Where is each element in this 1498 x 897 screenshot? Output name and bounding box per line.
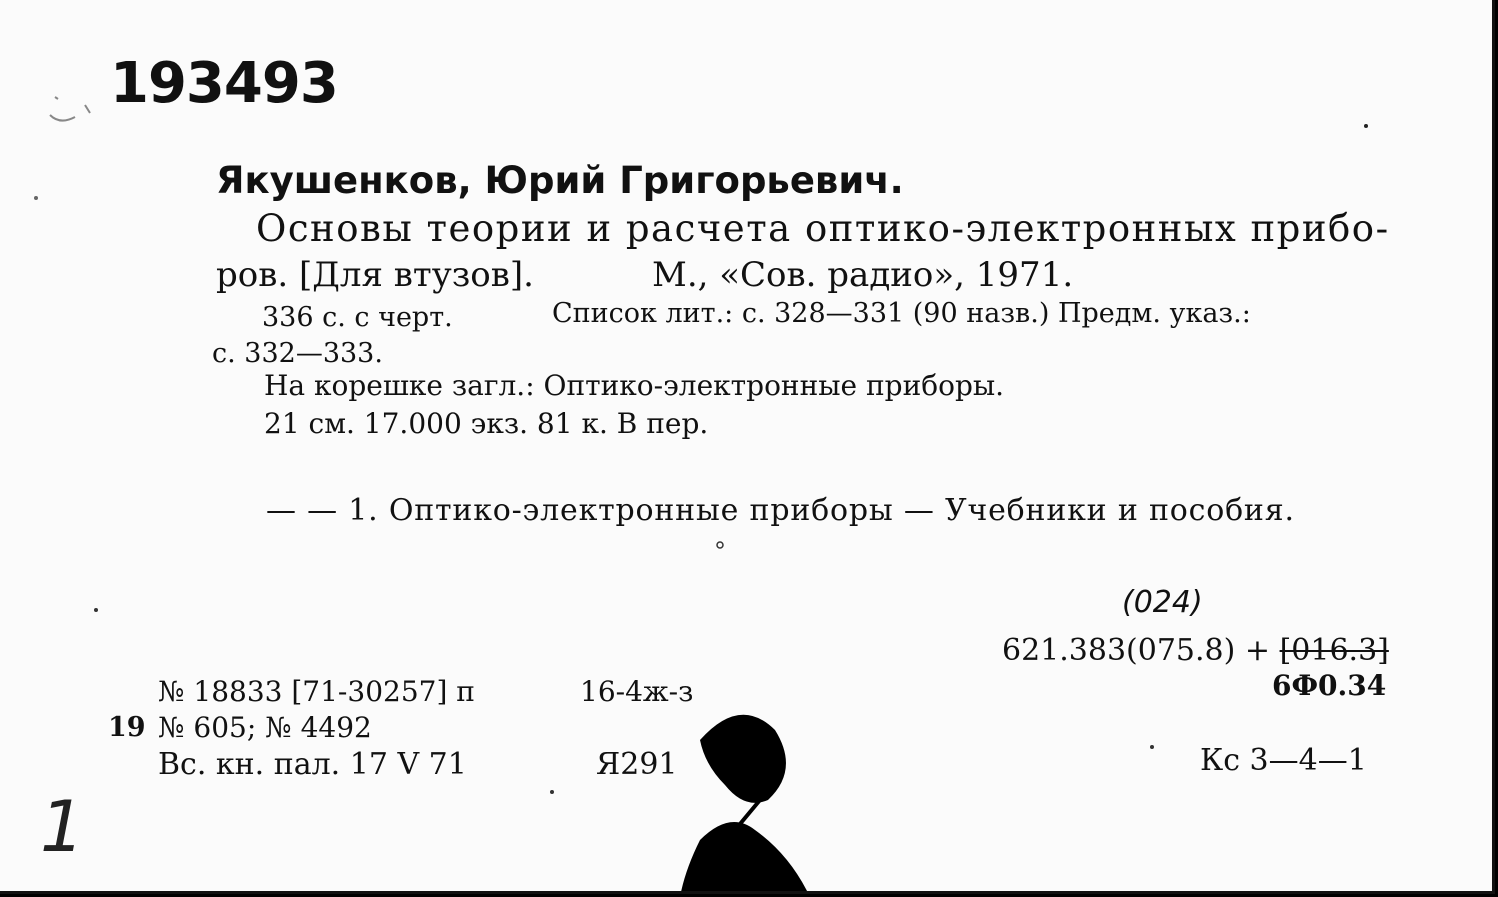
order-number: № 18833 [71-30257] п	[158, 675, 475, 708]
subject-heading: — — 1. Оптико-электронные приборы — Учебники и пособия.	[266, 493, 1295, 528]
kc-code: Кс 3—4—1	[1200, 743, 1367, 778]
udc-struck: [016.3]	[1279, 633, 1389, 668]
shelf-code: Я291	[596, 747, 678, 782]
title-line-1: Основы теории и расчета оптико-электронных прибо-	[256, 207, 1390, 250]
physical-description: 21 см. 17.000 экз. 81 к. В пер.	[264, 407, 709, 440]
udc-main: 621.383(075.8) +	[1002, 633, 1280, 668]
bbk-index: 6Ф0.34	[1272, 669, 1387, 702]
author-heading: Якушенков, Юрий Григорьевич.	[216, 159, 904, 202]
imprint: М., «Сов. радио», 1971.	[652, 255, 1074, 295]
year-prefix: 19	[108, 712, 146, 743]
accession-number: 193493	[110, 51, 338, 116]
description-pages: 336 с. с черт.	[262, 302, 453, 333]
description-index-pages: с. 332—333.	[212, 338, 383, 369]
handwritten-mark: 1	[40, 786, 85, 868]
book-chamber-line: Вс. кн. пал. 17 V 71	[158, 747, 467, 782]
order-code: 16-4ж-з	[580, 675, 694, 708]
card-numbers: № 605; № 4492	[158, 711, 372, 744]
title-line-2: ров. [Для втузов].	[216, 255, 534, 295]
description-bibliography: Список лит.: с. 328—331 (90 назв.) Предм. указ.:	[552, 298, 1251, 329]
classification-handwritten: (024)	[1122, 585, 1203, 620]
spine-title-note: На корешке загл.: Оптико-электронные приборы.	[264, 369, 1005, 402]
